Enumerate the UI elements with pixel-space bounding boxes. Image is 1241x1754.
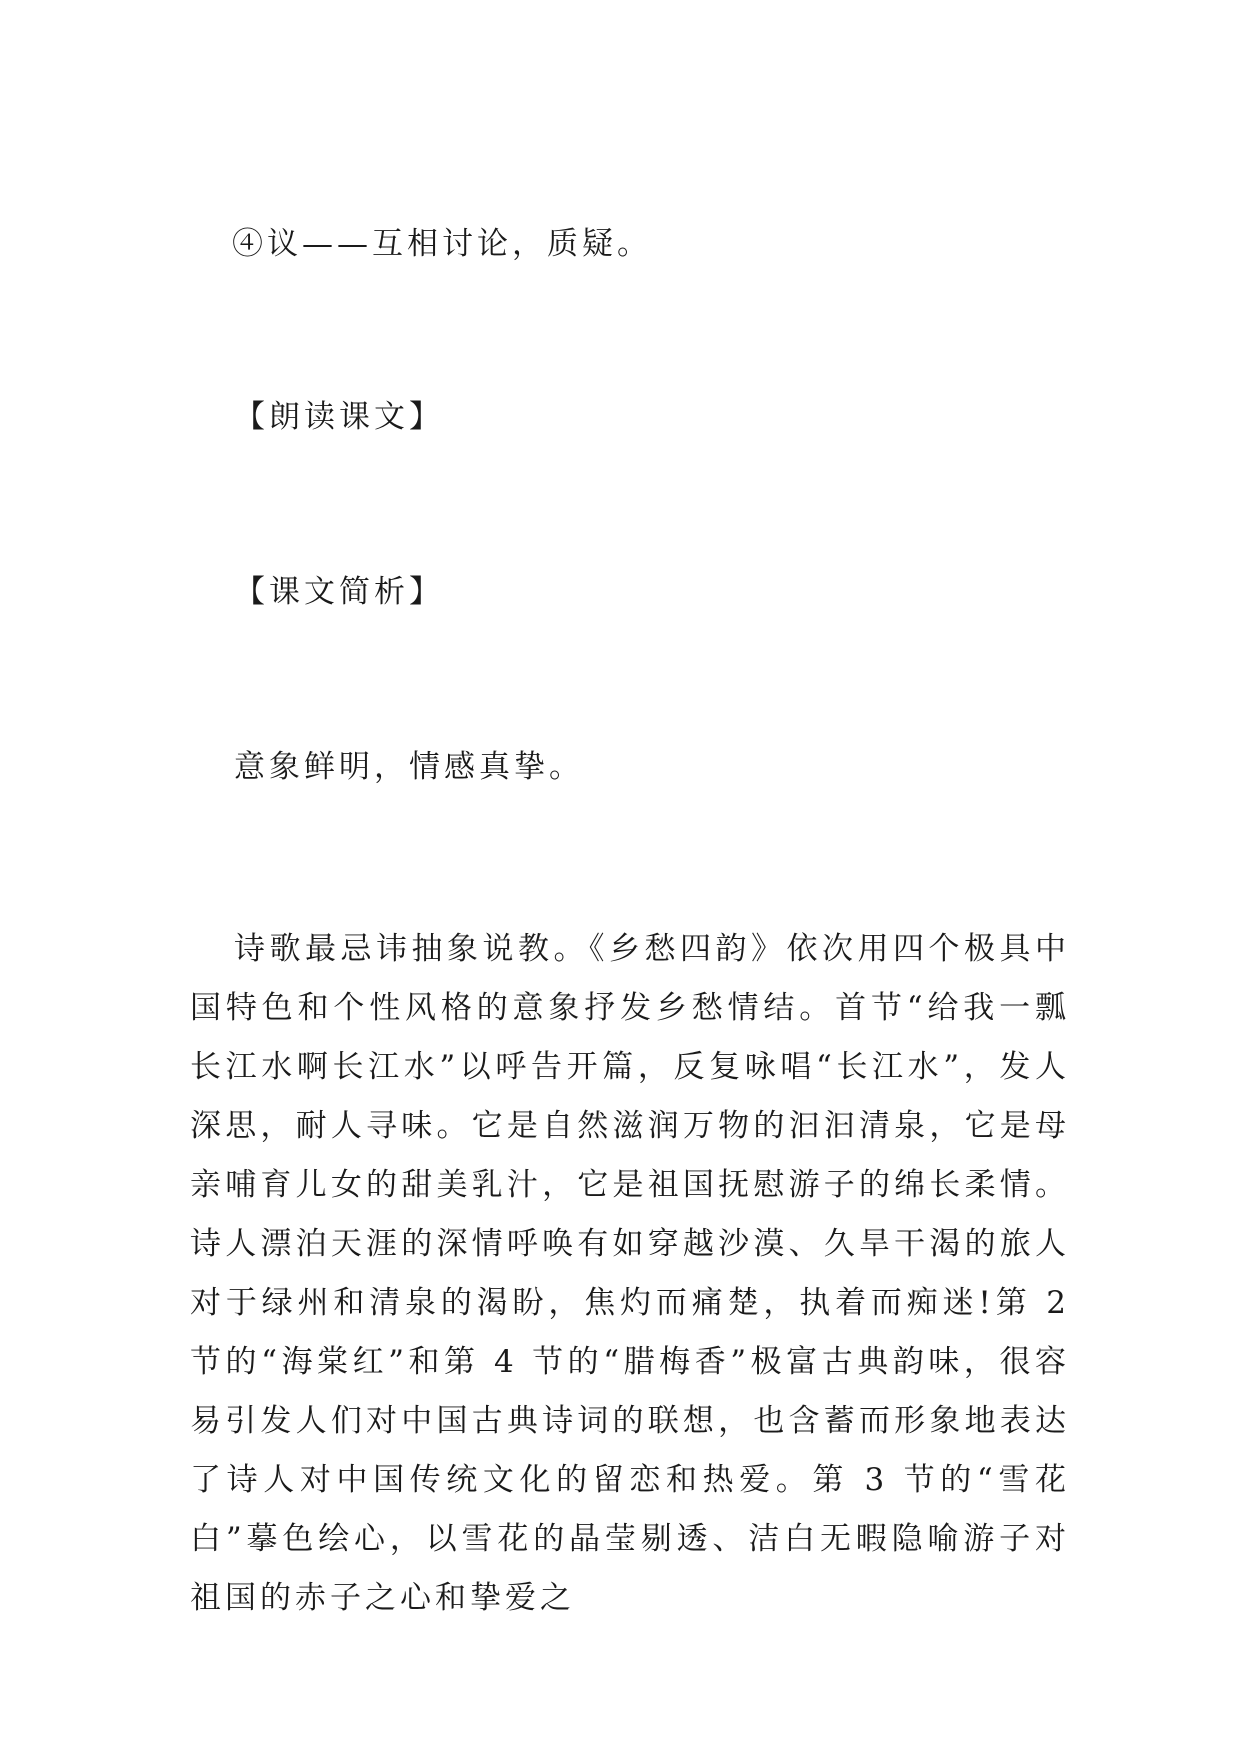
section-heading-read-aloud: 【朗读课文】 xyxy=(234,399,444,435)
body-paragraph: 诗歌最忌讳抽象说教。《乡愁四韵》依次用四个极具中国特色和个性风格的意象抒发乡愁情结。首节“给我一瓢长江水啊长江水”以呼告开篇，反复咏唱“长江水”，发人深思，耐人寻味。它是自然滋润万物的汩汩清泉，它是母亲哺育儿女的甜美乳汁，它是祖国抚慰游子的绵长柔情。诗人漂泊天涯的深情呼唤有如穿越沙漠、久旱干渴的旅人对于绿州和清泉的渴盼，焦灼而痛楚，执着而痴迷!第 2 节的“海棠红”和第 4 节的“腊梅香”极富古典韵味，很容易引发人们对中国古典诗词的联想，也含蓄而形象地表达了诗人对中国传统文化的留恋和热爱。第 3 节的“雪花白”摹色绘心，以雪花的晶莹剔透、洁白无暇隐喻游子对祖国的赤子之心和挚爱之 xyxy=(190,931,1070,1616)
list-item-discuss: ④议——互相讨论，质疑。 xyxy=(232,226,652,262)
section-heading-text-analysis: 【课文简析】 xyxy=(234,574,444,610)
summary-line: 意象鲜明，情感真挚。 xyxy=(234,749,584,785)
